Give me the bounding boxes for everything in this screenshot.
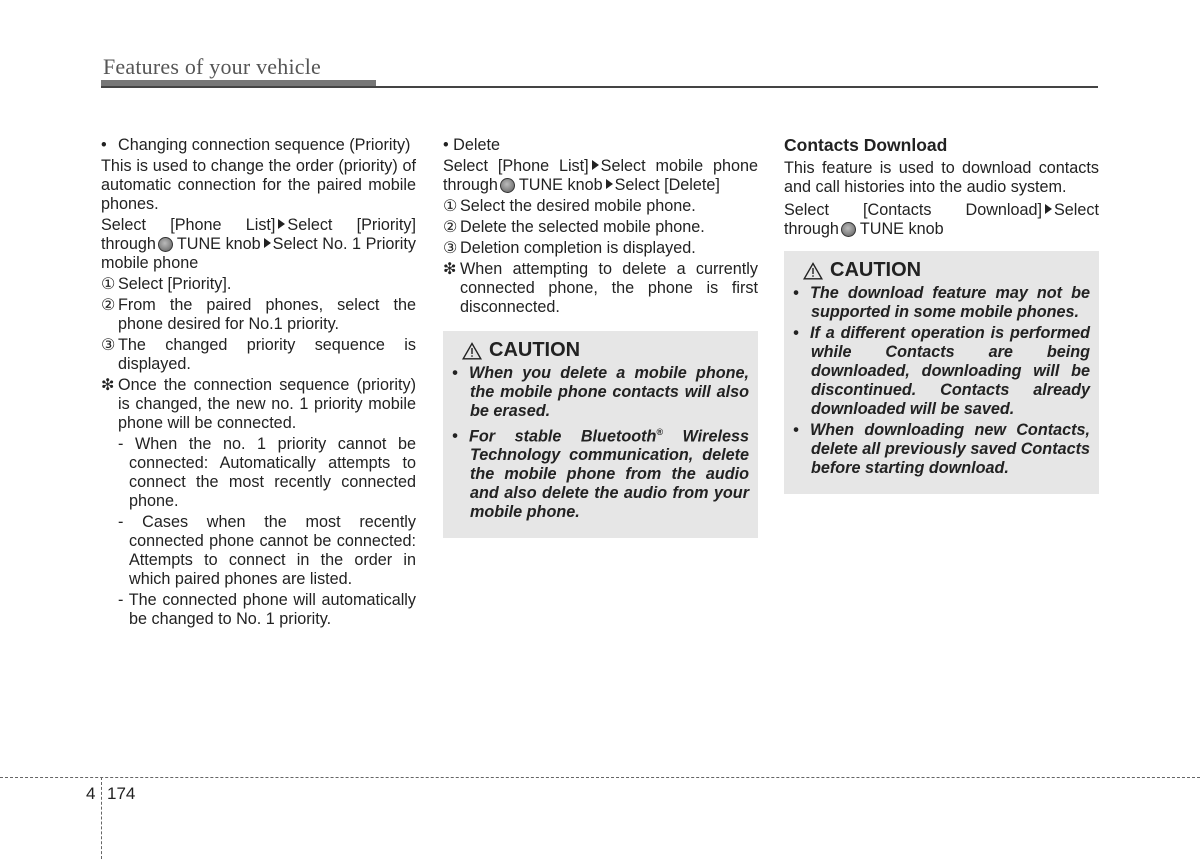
step-mark: ① <box>101 275 116 293</box>
page-number: 174 <box>107 784 136 803</box>
contacts-download-heading: Contacts Download <box>784 135 948 155</box>
delete-select-path <box>443 157 758 195</box>
path-text: TUNE knob <box>518 176 603 194</box>
caution-item <box>793 284 1090 322</box>
registered-mark: ® <box>656 427 664 437</box>
bullet-mark: • <box>793 324 799 342</box>
caution-item <box>793 421 1090 478</box>
step-text: Deletion completion is displayed. <box>460 239 696 257</box>
step-text: The changed priority sequence is displayed. <box>118 336 416 373</box>
warning-triangle-icon <box>462 342 482 360</box>
priority-sub-2 <box>101 513 416 589</box>
delete-step-2 <box>443 218 758 237</box>
caution-text: The download feature may not be supported in some mobile phones. <box>810 284 1090 321</box>
arrow-right-icon <box>1045 204 1052 214</box>
column-delete <box>443 136 758 538</box>
caution-title-text: CAUTION <box>489 339 581 361</box>
path-text: Select [Phone List] <box>443 157 589 175</box>
bullet-mark: • <box>793 421 799 439</box>
arrow-right-icon <box>278 219 285 229</box>
sub-text: Cases when the most recently connected phone cannot be connected: Attempts to connect in the order in which paired phones are listed. <box>129 513 417 588</box>
priority-note <box>101 376 416 433</box>
note-text: When attempting to delete a currently connected phone, the phone is first disconnected. <box>460 260 758 316</box>
caution-box-delete <box>443 331 758 538</box>
dash-mark: - <box>118 435 124 453</box>
caution-title <box>803 261 1090 280</box>
warning-triangle-icon <box>803 262 823 280</box>
note-mark-icon: ❇ <box>443 260 457 278</box>
path-text: Select [Phone List] <box>101 216 276 234</box>
priority-select-path <box>101 216 416 273</box>
delete-step-1 <box>443 197 758 216</box>
step-text: From the paired phones, select the phone desired for No.1 priority. <box>118 296 416 333</box>
path-text: Select [Priority] through <box>101 216 416 253</box>
arrow-right-icon <box>592 160 599 170</box>
column-contacts-download <box>784 136 1099 494</box>
priority-step-3 <box>101 336 416 374</box>
contacts-intro: This feature is used to download contacts and call histories into the audio system. <box>784 159 1099 196</box>
column-priority <box>101 136 416 631</box>
delete-title: Delete <box>453 136 500 154</box>
step-mark: ③ <box>101 336 116 354</box>
path-text: TUNE knob <box>859 220 944 238</box>
footer-divider <box>0 777 1200 778</box>
caution-title <box>462 341 749 360</box>
bullet-mark: • <box>452 364 458 382</box>
path-text: Select No. 1 Priority mobile phone <box>101 235 416 272</box>
step-text: Select [Priority]. <box>118 275 232 293</box>
arrow-right-icon <box>606 179 613 189</box>
path-text: Select [Contacts Download] <box>784 201 1042 219</box>
path-text: Select mobile phone through <box>443 157 759 194</box>
bullet-mark: • <box>443 136 449 154</box>
caution-item <box>793 324 1090 419</box>
path-text: Select [Delete] <box>614 176 720 194</box>
sub-text: When the no. 1 priority cannot be connected: Automatically attempts to connect the most recently connected phone. <box>129 435 416 510</box>
step-mark: ② <box>101 296 116 314</box>
arrow-right-icon <box>264 238 271 248</box>
dash-mark: - <box>118 513 124 531</box>
bullet-delete <box>443 136 758 155</box>
step-text: Select the desired mobile phone. <box>460 197 696 215</box>
caution-item <box>452 423 749 522</box>
path-text: TUNE knob <box>176 235 261 253</box>
bullet-priority <box>101 136 416 155</box>
caution-box-contacts <box>784 251 1099 494</box>
priority-step-1 <box>101 275 416 294</box>
page-header-title: Features of your vehicle <box>103 54 322 79</box>
caution-text: Wireless Technology communication, delete the mobile phone from the audio and also delete the audio from your mobile phone. <box>470 427 749 522</box>
sub-text: The connected phone will automatically be changed to No. 1 priority. <box>128 591 416 628</box>
tune-knob-icon <box>158 237 173 252</box>
bullet-mark: • <box>101 136 107 154</box>
step-text: Delete the selected mobile phone. <box>460 218 705 236</box>
caution-text: When you delete a mobile phone, the mobile phone contacts will also be erased. <box>469 364 749 420</box>
tune-knob-icon <box>841 222 856 237</box>
step-mark: ② <box>443 218 458 236</box>
tune-knob-icon <box>500 178 515 193</box>
priority-intro: This is used to change the order (priority) of automatic connection for the paired mobile phones. <box>101 157 416 213</box>
priority-title: Changing connection sequence (Priority) <box>118 136 411 154</box>
note-mark-icon: ❇ <box>101 376 115 394</box>
note-text: Once the connection sequence (priority) is changed, the new no. 1 priority mobile phone will be connected. <box>118 376 416 432</box>
bullet-mark: • <box>793 284 799 302</box>
bullet-mark: • <box>452 427 458 446</box>
caution-item <box>452 364 749 421</box>
caution-text: If a different operation is performed while Contacts are being downloaded, downloading will be discontinued. Contacts already downloaded will be saved. <box>810 324 1090 418</box>
chapter-number: 4 <box>86 784 96 803</box>
footer-vertical-divider <box>101 777 102 859</box>
delete-note <box>443 260 758 317</box>
dash-mark: - <box>118 591 124 609</box>
step-mark: ③ <box>443 239 458 257</box>
delete-step-3 <box>443 239 758 258</box>
caution-text: When downloading new Contacts, delete all previously saved Contacts before starting download. <box>810 421 1090 477</box>
contacts-select-path <box>784 201 1099 239</box>
caution-title-text: CAUTION <box>830 259 922 281</box>
path-text: Select through <box>784 201 1099 238</box>
priority-sub-3 <box>101 591 416 629</box>
header-bar-thin <box>101 86 1098 88</box>
step-mark: ① <box>443 197 458 215</box>
priority-sub-1 <box>101 435 416 511</box>
caution-text: For stable Bluetooth <box>469 427 657 446</box>
priority-step-2 <box>101 296 416 334</box>
